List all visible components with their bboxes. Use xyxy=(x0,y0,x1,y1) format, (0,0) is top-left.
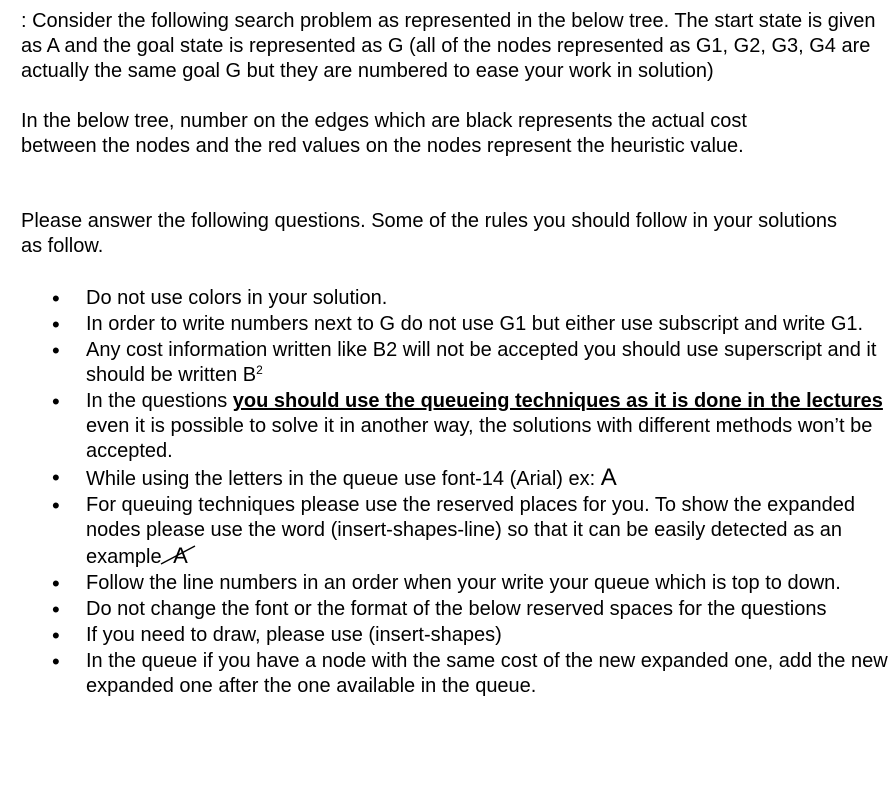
rule-reserved-places xyxy=(21,493,889,570)
rule-text-continued: even it is possible to solve it in another way, the solutions with different methods won’t be accepted. xyxy=(86,415,873,462)
rules-list xyxy=(21,286,889,699)
rule-no-colors xyxy=(21,286,889,311)
strike-line-icon xyxy=(161,545,195,567)
instructions-paragraph: Please answer the following questions. Some of the rules you should follow in your solutions as follow. xyxy=(21,210,838,257)
rule-emphasis: you should use the queueing techniques as it is done in the lectures xyxy=(232,390,883,412)
superscript-example: 2 xyxy=(256,363,263,377)
expanded-node-letter: A xyxy=(173,543,188,568)
rule-text: In order to write numbers next to G do not use G1 but either use subscript and write G1. xyxy=(86,313,864,335)
intro-paragraph: : Consider the following search problem as represented in the below tree. The start state is given as A and the goal state is represented as G (all of the nodes represented as G1, G2, G3, G4 are actually the same goal G but they are numbered to ease your work in solution) xyxy=(21,10,876,82)
rule-text: Any cost information written like B2 will not be accepted you should use superscript and it should be written B xyxy=(86,339,877,386)
font-example-letter: A xyxy=(600,464,617,491)
rule-format xyxy=(21,597,889,622)
rule-text: In the questions xyxy=(86,390,233,412)
rule-text: In the queue if you have a node with the same cost of the new expanded one, add the new expanded one after the one available in the queue. xyxy=(86,650,888,697)
rule-queueing-techniques xyxy=(21,389,889,464)
rule-queue-ties xyxy=(21,649,889,699)
rule-line-order xyxy=(21,571,889,596)
rule-text: Do not use colors in your solution. xyxy=(86,287,388,309)
edges-note-paragraph: In the below tree, number on the edges which are black represents the actual cost between the nodes and the red values on the nodes represent the heuristic value. xyxy=(21,110,747,157)
rule-text: While using the letters in the queue use font-14 (Arial) ex: xyxy=(86,468,601,490)
rule-text: If you need to draw, please use (insert-shapes) xyxy=(86,624,502,646)
expanded-node-example xyxy=(173,543,188,568)
rule-text: For queuing techniques please use the reserved places for you. To show the expanded nodes please use the word (insert-shapes-line) so that it can be easily detected as an example xyxy=(86,494,856,568)
rule-text: Do not change the font or the format of the below reserved spaces for the questions xyxy=(86,598,827,620)
rule-superscript xyxy=(21,338,889,388)
rule-subscript xyxy=(21,312,889,337)
rule-text: Follow the line numbers in an order when your write your queue which is top to down. xyxy=(86,572,841,594)
rule-font xyxy=(21,465,889,492)
rule-drawing xyxy=(21,623,889,648)
